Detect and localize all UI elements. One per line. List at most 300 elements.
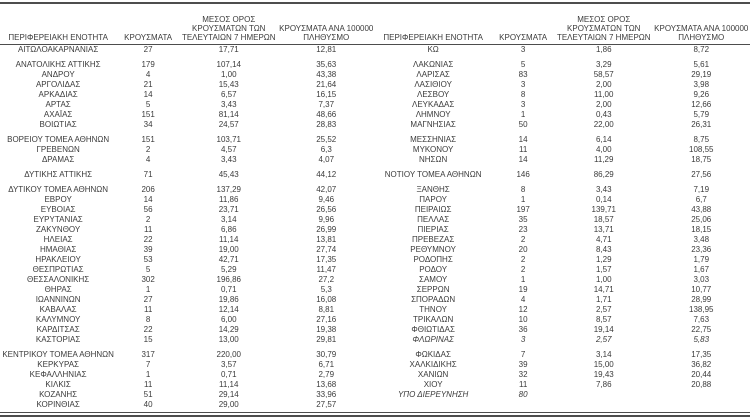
cases-cell: 2 [491,255,555,265]
table-row [375,380,750,390]
region-cell: ΑΧΑΪΑΣ [0,110,116,120]
header-region: ΠΕΡΙΦΕΡΕΙΑΚΗ ΕΝΟΤΗΤΑ [375,4,491,45]
region-cell: ΤΗΝΟΥ [375,305,491,315]
cases-cell: 2 [491,265,555,275]
avg7-cell: 19,86 [180,295,278,305]
cases-cell: 3 [491,45,555,56]
header-avg7: ΜΕΣΟΣ ΟΡΟΣ ΚΡΟΥΣΜΑΤΩΝ ΤΩΝ ΤΕΛΕΥΤΑΙΩΝ 7 ΗΜΕΡΩΝ [180,4,278,45]
per100k-cell: 27,16 [278,315,376,325]
per100k-cell: 5,83 [653,335,750,345]
cases-cell: 7 [491,350,555,360]
per100k-cell: 10,77 [653,285,750,295]
region-cell: ΚΙΛΚΙΣ [0,380,116,390]
per100k-cell: 33,96 [278,390,376,400]
region-cell: ΑΡΓΟΛΙΔΑΣ [0,80,116,90]
region-cell: ΑΙΤΩΛΟΑΚΑΡΝΑΝΙΑΣ [0,45,116,56]
cases-cell: 317 [116,350,180,360]
table-row [375,45,750,56]
avg7-cell: 0,43 [555,110,653,120]
cases-cell: 197 [491,205,555,215]
table-row [375,195,750,205]
per100k-cell: 29,19 [653,70,750,80]
region-cell: ΡΟΔΟΥ [375,265,491,275]
avg7-cell: 11,00 [555,90,653,100]
per100k-cell: 5,3 [278,285,376,295]
avg7-cell: 14,71 [555,285,653,295]
avg7-cell: 11,14 [180,235,278,245]
table-row [0,245,375,255]
table-bottom-border [0,412,750,417]
cases-cell: 7 [116,360,180,370]
cases-cell: 302 [116,275,180,285]
avg7-cell: 13,00 [180,335,278,345]
table-row [375,285,750,295]
table-row [375,70,750,80]
table-row [375,235,750,245]
table-row [0,315,375,325]
avg7-cell: 29,14 [180,390,278,400]
avg7-cell: 11,29 [555,155,653,165]
table-row [0,100,375,110]
per100k-cell: 5,79 [653,110,750,120]
avg7-cell: 6,14 [555,135,653,145]
table-row [0,205,375,215]
cases-cell: 4 [491,295,555,305]
cases-cell: 146 [491,170,555,180]
cases-cell: 4 [116,70,180,80]
per100k-cell: 138,95 [653,305,750,315]
avg7-cell: 4,71 [555,235,653,245]
cases-cell: 2 [116,145,180,155]
avg7-cell: 22,00 [555,120,653,130]
avg7-cell: 13,71 [555,225,653,235]
avg7-cell: 11,86 [180,195,278,205]
table-row [375,370,750,380]
avg7-cell: 86,29 [555,170,653,180]
per100k-cell: 6,71 [278,360,376,370]
cases-cell: 14 [116,90,180,100]
per100k-cell: 4,07 [278,155,376,165]
region-cell: ΚΟΡΙΝΘΙΑΣ [0,400,116,410]
avg7-cell: 19,00 [180,245,278,255]
cases-cell: 27 [116,45,180,56]
avg7-cell: 15,00 [555,360,653,370]
region-cell: ΗΛΕΙΑΣ [0,235,116,245]
table-row [0,350,375,360]
region-cell: ΠΡΕΒΕΖΑΣ [375,235,491,245]
avg7-cell: 23,71 [180,205,278,215]
avg7-cell: 6,86 [180,225,278,235]
cases-cell: 40 [116,400,180,410]
table-row [375,170,750,180]
cases-cell: 1 [491,275,555,285]
per100k-cell: 9,26 [653,90,750,100]
cases-cell: 2 [116,215,180,225]
per100k-cell: 5,61 [653,60,750,70]
per100k-cell: 6,3 [278,145,376,155]
per100k-cell: 28,83 [278,120,376,130]
per100k-cell: 6,7 [653,195,750,205]
table-row [0,155,375,165]
table-row [0,70,375,80]
table-row [375,60,750,70]
table-row [375,100,750,110]
table-row [375,325,750,335]
avg7-cell: 107,14 [180,60,278,70]
table-row [375,225,750,235]
table-row [0,170,375,180]
per100k-cell: 108,55 [653,145,750,155]
table-row [0,390,375,400]
cases-cell: 3 [491,80,555,90]
table-row [0,400,375,410]
cases-cell: 11 [116,225,180,235]
avg7-cell: 29,00 [180,400,278,410]
per100k-cell: 21,64 [278,80,376,90]
table-row [0,80,375,90]
per100k-cell: 44,12 [278,170,376,180]
cases-cell: 151 [116,110,180,120]
avg7-cell: 2,00 [555,80,653,90]
table-row [0,235,375,245]
avg7-cell: 3,43 [180,100,278,110]
avg7-cell: 15,43 [180,80,278,90]
region-cell: ΣΑΜΟΥ [375,275,491,285]
per100k-cell: 27,74 [278,245,376,255]
avg7-cell: 19,43 [555,370,653,380]
cases-cell: 15 [116,335,180,345]
region-cell: ΚΑΣΤΟΡΙΑΣ [0,335,116,345]
per100k-cell: 8,75 [653,135,750,145]
table-row [0,275,375,285]
table-row [0,295,375,305]
cases-cell: 3 [491,100,555,110]
cases-cell: 3 [491,335,555,345]
cases-cell: 51 [116,390,180,400]
region-cell: ΛΑΚΩΝΙΑΣ [375,60,491,70]
per100k-cell: 8,72 [653,45,750,56]
cases-cell: 23 [491,225,555,235]
per100k-cell: 7,19 [653,185,750,195]
regional-table-left [0,4,375,410]
table-row [0,360,375,370]
header-cases: ΚΡΟΥΣΜΑΤΑ [116,4,180,45]
table-header [375,4,750,45]
per100k-cell: 7,37 [278,100,376,110]
region-cell: ΘΗΡΑΣ [0,285,116,295]
cases-cell: 4 [116,155,180,165]
table-row [375,90,750,100]
cases-cell: 179 [116,60,180,70]
region-cell: ΛΑΣΙΘΙΟΥ [375,80,491,90]
header-per100k: ΚΡΟΥΣΜΑΤΑ ΑΝΑ 100000 ΠΛΗΘΥΣΜΟ [653,4,750,45]
table-row [375,315,750,325]
table-row [0,265,375,275]
cases-cell: 36 [491,325,555,335]
region-cell: ΑΝΔΡΟΥ [0,70,116,80]
region-cell: ΝΟΤΙΟΥ ΤΟΜΕΑ ΑΘΗΝΩΝ [375,170,491,180]
region-cell: ΚΟΖΑΝΗΣ [0,390,116,400]
region-cell: ΕΥΒΟΙΑΣ [0,205,116,215]
avg7-cell: 12,14 [180,305,278,315]
table-body-left [0,45,375,411]
cases-cell: 50 [491,120,555,130]
cases-cell: 39 [116,245,180,255]
region-cell: ΗΜΑΘΙΑΣ [0,245,116,255]
avg7-cell: 103,71 [180,135,278,145]
region-cell: ΛΕΥΚΑΔΑΣ [375,100,491,110]
table-row [375,155,750,165]
per100k-cell: 27,57 [278,400,376,410]
region-cell: ΙΩΑΝΝΙΝΩΝ [0,295,116,305]
per100k-cell: 16,08 [278,295,376,305]
region-cell: ΠΕΛΛΑΣ [375,215,491,225]
region-cell: ΜΕΣΣΗΝΙΑΣ [375,135,491,145]
avg7-cell: 2,57 [555,305,653,315]
region-cell: ΚΩ [375,45,491,56]
avg7-cell: 6,57 [180,90,278,100]
avg7-cell: 18,57 [555,215,653,225]
avg7-cell: 6,00 [180,315,278,325]
table-row [0,135,375,145]
per100k-cell: 26,31 [653,120,750,130]
avg7-cell: 42,71 [180,255,278,265]
avg7-cell: 17,71 [180,45,278,56]
cases-cell: 20 [491,245,555,255]
region-cell: ΚΑΡΔΙΤΣΑΣ [0,325,116,335]
avg7-cell: 1,00 [180,70,278,80]
per100k-cell: 1,79 [653,255,750,265]
per100k-cell: 20,44 [653,370,750,380]
per100k-cell: 12,81 [278,45,376,56]
cases-cell: 12 [491,305,555,315]
per100k-cell: 20,88 [653,380,750,390]
table-row [375,255,750,265]
table-row [375,205,750,215]
table-row [375,350,750,360]
header-avg7: ΜΕΣΟΣ ΟΡΟΣ ΚΡΟΥΣΜΑΤΩΝ ΤΩΝ ΤΕΛΕΥΤΑΙΩΝ 7 ΗΜΕΡΩΝ [555,4,653,45]
table-row [375,390,750,400]
region-cell: ΚΕΝΤΡΙΚΟΥ ΤΟΜΕΑ ΑΘΗΝΩΝ [0,350,116,360]
table-row [375,295,750,305]
cases-cell: 34 [116,120,180,130]
table-row [375,185,750,195]
cases-cell: 80 [491,390,555,400]
cases-cell: 1 [491,195,555,205]
cases-cell: 11 [491,380,555,390]
per100k-cell: 3,98 [653,80,750,90]
per100k-cell: 36,82 [653,360,750,370]
cases-cell: 1 [116,370,180,380]
cases-cell: 14 [491,155,555,165]
regional-table-right [375,4,750,400]
table-row [375,135,750,145]
per100k-cell: 13,68 [278,380,376,390]
cases-cell: 5 [116,100,180,110]
table-row [0,110,375,120]
table-row [0,195,375,205]
table-row [0,255,375,265]
cases-cell: 56 [116,205,180,215]
region-cell: ΛΗΜΝΟΥ [375,110,491,120]
region-cell: ΠΙΕΡΙΑΣ [375,225,491,235]
per100k-cell: 9,46 [278,195,376,205]
table-row [375,305,750,315]
region-cell: ΕΒΡΟΥ [0,195,116,205]
region-cell: ΠΑΡΟΥ [375,195,491,205]
cases-cell: 35 [491,215,555,225]
table-row [375,120,750,130]
table-row [0,370,375,380]
cases-cell: 206 [116,185,180,195]
cases-cell: 39 [491,360,555,370]
region-cell: ΚΑΛΥΜΝΟΥ [0,315,116,325]
table-row [375,335,750,345]
avg7-cell: 0,14 [555,195,653,205]
avg7-cell: 139,71 [555,205,653,215]
avg7-cell: 220,00 [180,350,278,360]
cases-cell: 27 [116,295,180,305]
cases-cell: 53 [116,255,180,265]
region-cell: ΣΠΟΡΑΔΩΝ [375,295,491,305]
region-cell: ΚΕΦΑΛΛΗΝΙΑΣ [0,370,116,380]
region-cell: ΜΥΚΟΝΟΥ [375,145,491,155]
cases-cell: 11 [116,305,180,315]
cases-cell: 151 [116,135,180,145]
avg7-cell: 45,43 [180,170,278,180]
region-cell: ΦΩΚΙΔΑΣ [375,350,491,360]
table-row [0,305,375,315]
per100k-cell: 28,99 [653,295,750,305]
avg7-cell: 4,00 [555,145,653,155]
avg7-cell: 1,29 [555,255,653,265]
cases-cell: 83 [491,70,555,80]
region-cell: ΦΛΩΡΙΝΑΣ [375,335,491,345]
cases-cell: 2 [491,235,555,245]
avg7-cell: 3,43 [180,155,278,165]
region-cell: ΒΟΙΩΤΙΑΣ [0,120,116,130]
region-cell: ΑΡΤΑΣ [0,100,116,110]
per100k-cell: 8,81 [278,305,376,315]
cases-cell: 8 [491,90,555,100]
cases-cell: 22 [116,235,180,245]
cases-cell: 1 [116,285,180,295]
per100k-cell: 12,66 [653,100,750,110]
region-cell: ΧΑΛΚΙΔΙΚΗΣ [375,360,491,370]
per100k-cell: 13,81 [278,235,376,245]
avg7-cell: 5,29 [180,265,278,275]
cases-cell: 21 [116,80,180,90]
header-region: ΠΕΡΙΦΕΡΕΙΑΚΗ ΕΝΟΤΗΤΑ [0,4,116,45]
per100k-cell: 17,35 [653,350,750,360]
header-cases: ΚΡΟΥΣΜΑΤΑ [491,4,555,45]
table-row [375,110,750,120]
cases-cell: 32 [491,370,555,380]
avg7-cell: 2,57 [555,335,653,345]
avg7-cell: 4,57 [180,145,278,155]
cases-cell: 11 [491,145,555,155]
avg7-cell: 1,57 [555,265,653,275]
table-header [0,4,375,45]
avg7-cell: 137,29 [180,185,278,195]
cases-cell: 14 [491,135,555,145]
region-cell: ΛΕΣΒΟΥ [375,90,491,100]
table-row [0,120,375,130]
avg7-cell: 3,57 [180,360,278,370]
cases-cell: 10 [491,315,555,325]
cases-cell: 14 [116,195,180,205]
region-cell: ΤΡΙΚΑΛΩΝ [375,315,491,325]
table-row [0,380,375,390]
region-cell: ΚΑΒΑΛΑΣ [0,305,116,315]
region-cell: ΘΕΣΠΡΩΤΙΑΣ [0,265,116,275]
header-per100k: ΚΡΟΥΣΜΑΤΑ ΑΝΑ 100000 ΠΛΗΘΥΣΜΟ [278,4,376,45]
table-row [375,245,750,255]
per100k-cell: 26,56 [278,205,376,215]
per100k-cell: 43,88 [653,205,750,215]
cases-cell: 8 [116,315,180,325]
per100k-cell [653,390,750,400]
cases-cell: 1 [491,110,555,120]
region-cell: ΕΥΡΥΤΑΝΙΑΣ [0,215,116,225]
per100k-cell: 18,15 [653,225,750,235]
region-cell: ΖΑΚΥΝΘΟΥ [0,225,116,235]
avg7-cell: 8,57 [555,315,653,325]
table-row [375,275,750,285]
table-row [0,325,375,335]
table-row [375,215,750,225]
table-row [0,185,375,195]
per100k-cell: 25,52 [278,135,376,145]
table-row [0,225,375,235]
avg7-cell: 8,43 [555,245,653,255]
region-cell: ΣΕΡΡΩΝ [375,285,491,295]
region-cell: ΝΗΣΩΝ [375,155,491,165]
region-cell: ΥΠΟ ΔΙΕΡΕΥΝΗΣΗ [375,390,491,400]
avg7-cell: 1,00 [555,275,653,285]
avg7-cell: 3,14 [555,350,653,360]
cases-cell: 22 [116,325,180,335]
region-cell: ΘΕΣΣΑΛΟΝΙΚΗΣ [0,275,116,285]
per100k-cell: 11,47 [278,265,376,275]
region-cell: ΧΑΝΙΩΝ [375,370,491,380]
avg7-cell: 24,57 [180,120,278,130]
per100k-cell: 48,66 [278,110,376,120]
per100k-cell: 19,38 [278,325,376,335]
region-cell: ΔΡΑΜΑΣ [0,155,116,165]
region-cell: ΔΥΤΙΚΟΥ ΤΟΜΕΑ ΑΘΗΝΩΝ [0,185,116,195]
cases-cell: 19 [491,285,555,295]
region-cell: ΑΝΑΤΟΛΙΚΗΣ ΑΤΤΙΚΗΣ [0,60,116,70]
avg7-cell: 1,86 [555,45,653,56]
per100k-cell: 17,35 [278,255,376,265]
table-row [0,335,375,345]
per100k-cell: 30,79 [278,350,376,360]
per100k-cell: 16,15 [278,90,376,100]
region-cell: ΓΡΕΒΕΝΩΝ [0,145,116,155]
per100k-cell: 25,06 [653,215,750,225]
per100k-cell: 29,81 [278,335,376,345]
avg7-cell [555,390,653,400]
regional-cases-table [0,4,750,410]
table-row [0,145,375,155]
region-cell: ΒΟΡΕΙΟΥ ΤΟΜΕΑ ΑΘΗΝΩΝ [0,135,116,145]
per100k-cell: 1,67 [653,265,750,275]
avg7-cell: 3,14 [180,215,278,225]
table-row [375,80,750,90]
avg7-cell: 14,29 [180,325,278,335]
region-cell: ΠΕΙΡΑΙΩΣ [375,205,491,215]
